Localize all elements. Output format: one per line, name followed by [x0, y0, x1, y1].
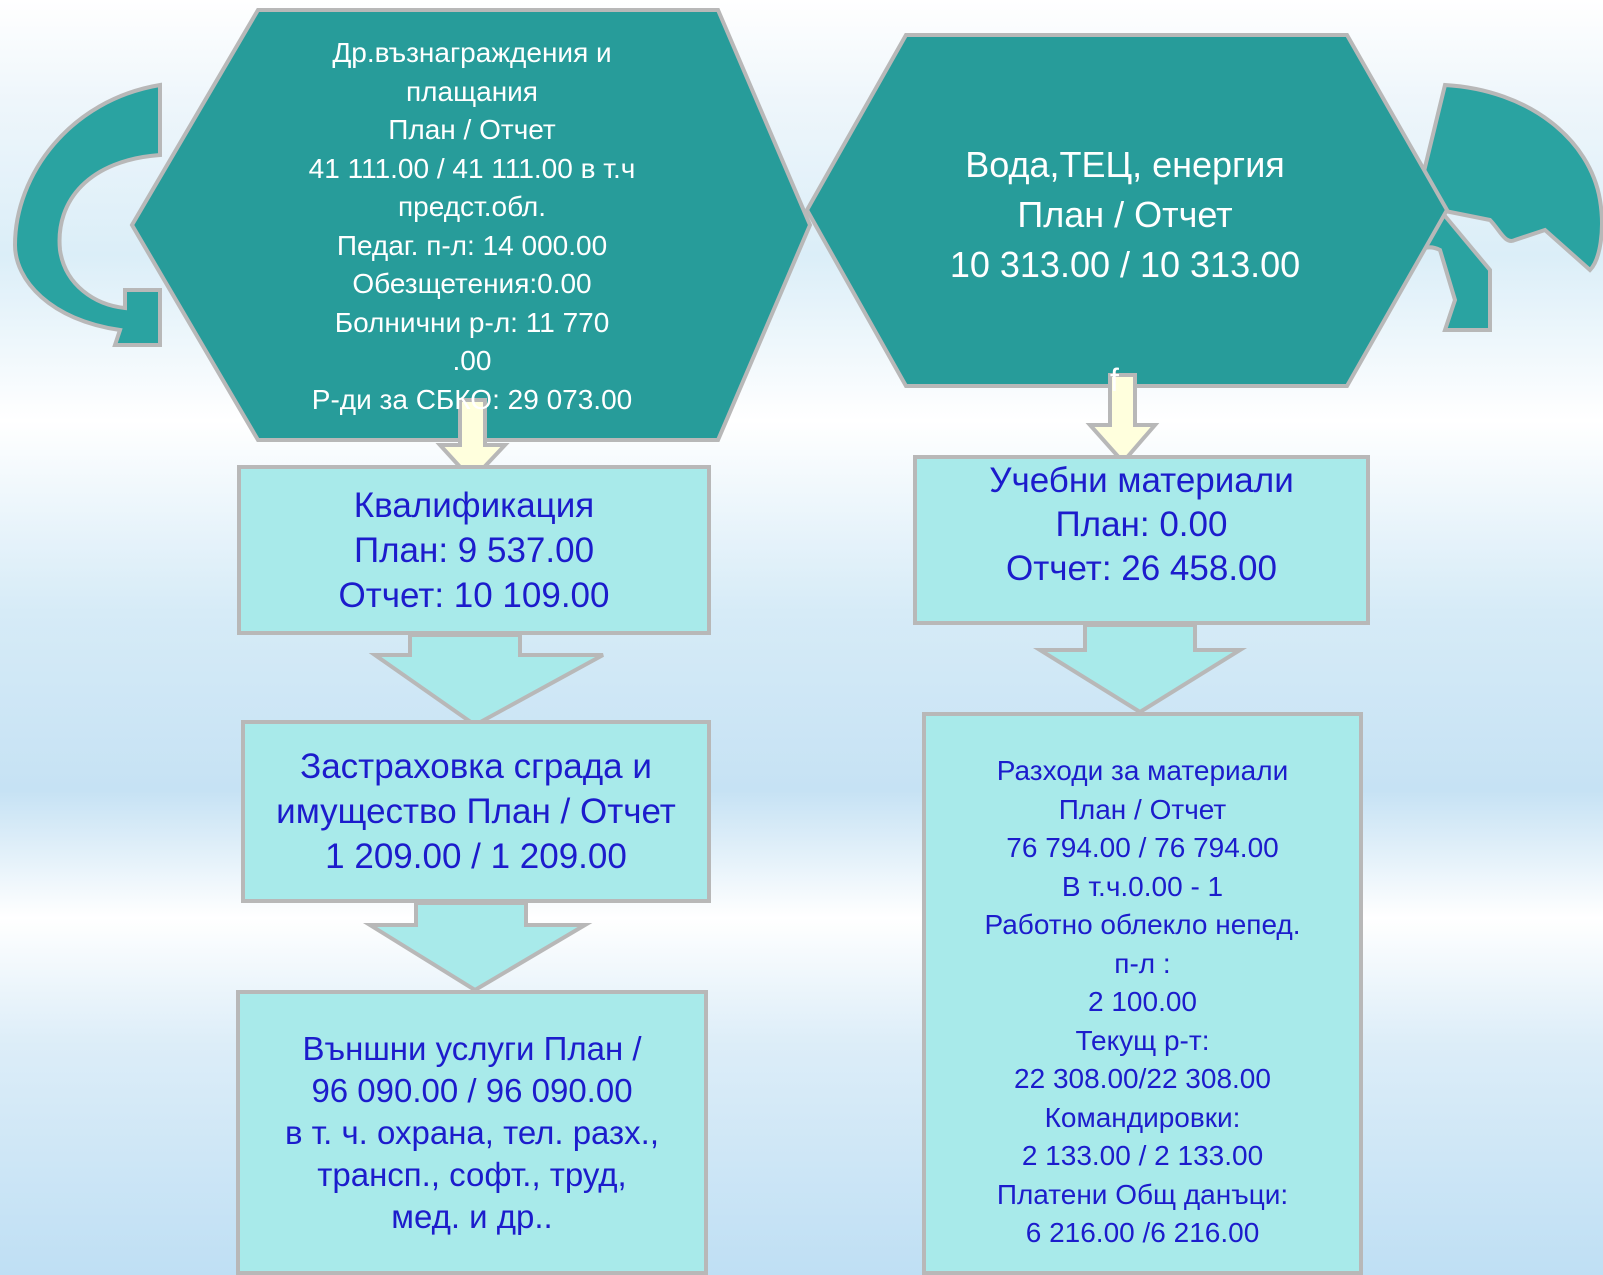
kval-line-1: Квалификация — [353, 485, 595, 525]
razhodi-line-2: План / Отчет — [1058, 793, 1227, 825]
vanshni-line-3: в т. ч. охрана, тел. разх., — [284, 1113, 660, 1151]
hexagon-right-text — [915, 140, 1335, 290]
box-uchebni-materiali — [913, 455, 1370, 625]
vanshni-line-2: 96 090.00 / 96 090.00 — [311, 1071, 633, 1109]
hex-left-line-10: Р-ди за СБКО: 29 073.00 — [311, 383, 633, 415]
hex-left-line-1: Др.възнаграждения и — [332, 37, 612, 68]
razhodi-line-8: Текущ р-т: — [1075, 1024, 1210, 1056]
kval-line-3: Отчет: 10 109.00 — [338, 575, 610, 615]
razhodi-line-3: 76 794.00 / 76 794.00 — [1006, 832, 1279, 863]
hex-right-line-2: План / Отчет — [1017, 194, 1233, 235]
vanshni-line-5: мед. и др.. — [391, 1197, 553, 1235]
uchebni-line-2: План: 0.00 — [1055, 505, 1228, 544]
razhodi-line-6: п-л : — [1114, 947, 1171, 979]
hex-left-line-4: 41 111.00 / 41 111.00 в т.ч — [308, 152, 636, 184]
hex-right-line-3: 10 313.00 / 10 313.00 — [949, 244, 1301, 285]
hex-right-line-1: Вода,ТЕЦ, енергия — [965, 144, 1285, 185]
kval-line-2: План: 9 537.00 — [353, 530, 595, 570]
razhodi-line-7: 2 100.00 — [1088, 986, 1197, 1017]
razhodi-line-1: Разходи за материали — [996, 755, 1289, 786]
hexagon-left-text — [262, 34, 682, 419]
zastr-line-1: Застраховка сграда и — [300, 747, 652, 786]
hex-left-line-5: предст.обл. — [398, 191, 546, 222]
hex-left-line-2: плащания — [406, 75, 538, 107]
down-arrow-zastr-to-vanshni — [370, 903, 585, 990]
down-arrow-uchebni-to-razhodi — [1040, 625, 1240, 712]
hex-left-line-7: Обезщетения:0.00 — [352, 268, 592, 299]
uchebni-line-1: Учебни материали — [989, 461, 1294, 500]
razhodi-line-13: 6 216.00 /6 216.00 — [1025, 1217, 1260, 1248]
small-down-arrow-right — [1090, 375, 1155, 462]
razhodi-line-4: В т.ч.0.00 - 1 — [1061, 870, 1224, 902]
zastr-line-3: 1 209.00 / 1 209.00 — [325, 837, 627, 876]
razhodi-line-9: 22 308.00/22 308.00 — [1014, 1063, 1271, 1094]
hex-left-line-9: .00 — [452, 345, 492, 376]
box-kvalifikacia — [237, 465, 711, 635]
box-zastrahovka — [241, 720, 711, 903]
stray-letter-f: f — [1110, 362, 1119, 398]
box-razhodi-materiali — [922, 712, 1363, 1275]
uchebni-line-3: Отчет: 26 458.00 — [1006, 549, 1277, 588]
razhodi-line-10: Командировки: — [1044, 1101, 1241, 1133]
vanshni-line-4: трансп., софт., труд, — [317, 1155, 627, 1193]
vanshni-line-1: Външни услуги План / — [302, 1029, 642, 1067]
box-vanshni-uslugi — [236, 990, 708, 1275]
hex-left-line-6: Педаг. п-л: 14 000.00 — [336, 229, 608, 261]
zastr-line-2: имущество План / Отчет — [276, 792, 676, 831]
hex-left-line-8: Болнични р-л: 11 770 — [334, 306, 610, 338]
hex-left-line-3: План / Отчет — [388, 114, 556, 145]
down-arrow-kval-to-zastr — [375, 635, 603, 725]
razhodi-line-12: Платени Общ данъци: — [996, 1178, 1289, 1210]
razhodi-line-5: Работно облекло непед. — [984, 909, 1301, 940]
razhodi-line-11: 2 133.00 / 2 133.00 — [1021, 1140, 1264, 1171]
